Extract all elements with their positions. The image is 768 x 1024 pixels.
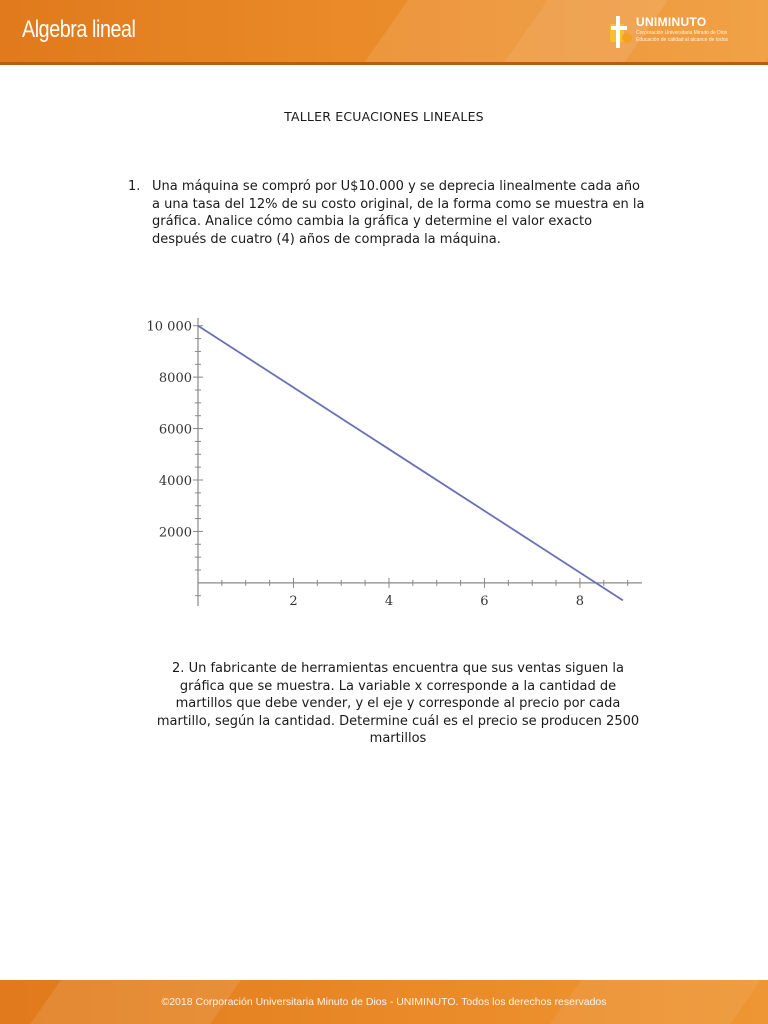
question-number: 1.	[128, 179, 141, 194]
y-tick-label: 6000	[158, 422, 192, 438]
question-text: Un fabricante de herramientas encuentra que sus ventas siguen la gráfica que se muestra. La variable x corresponde a la cantidad de martillos que debe vender, y el eje y corresponde al precio por cada martillo, según la cantidad. Determine cuál es el precio se producen 2500 martillos	[156, 661, 640, 746]
header-underline	[0, 62, 768, 65]
logo-subtitle-line-1: Corporación Universitaria Minuto de Dios	[636, 30, 728, 36]
logo-name: UNIMINUTO	[636, 15, 707, 29]
page-header	[0, 0, 768, 62]
question-1	[128, 178, 648, 248]
depreciation-chart	[130, 310, 650, 610]
x-tick-label: 8	[575, 593, 585, 609]
logo-mark-icon	[608, 14, 634, 50]
course-title: Algebra lineal	[22, 16, 136, 43]
logo-subtitle	[636, 30, 728, 44]
y-tick-label: 2000	[158, 525, 192, 541]
x-tick-label: 6	[480, 593, 489, 609]
y-tick-label: 10 000	[146, 319, 192, 335]
y-tick-label: 8000	[158, 371, 192, 387]
copyright-notice: ©2018 Corporación Universitaria Minuto de Dios - UNIMINUTO. Todos los derechos reservados	[161, 996, 607, 1008]
question-2	[150, 660, 646, 748]
x-tick-label: 4	[384, 593, 394, 609]
y-tick-label: 4000	[158, 474, 192, 489]
series-line	[198, 326, 623, 601]
uniminuto-logo	[608, 12, 758, 52]
x-tick-label: 2	[289, 593, 298, 609]
page-footer	[0, 980, 768, 1024]
question-text: Una máquina se compró por U$10.000 y se deprecia linealmente cada año a una tasa del 12% de su costo original, de la forma como se muestra en la gráfica. Analice cómo cambia la gráfica y determine el valor exacto después de cuatro (4) años de comprada la máquina.	[152, 179, 645, 247]
logo-subtitle-line-2: Educación de calidad al alcance de todos	[636, 37, 729, 43]
question-number: 2.	[172, 661, 185, 676]
document-title: TALLER ECUACIONES LINEALES	[284, 109, 484, 124]
